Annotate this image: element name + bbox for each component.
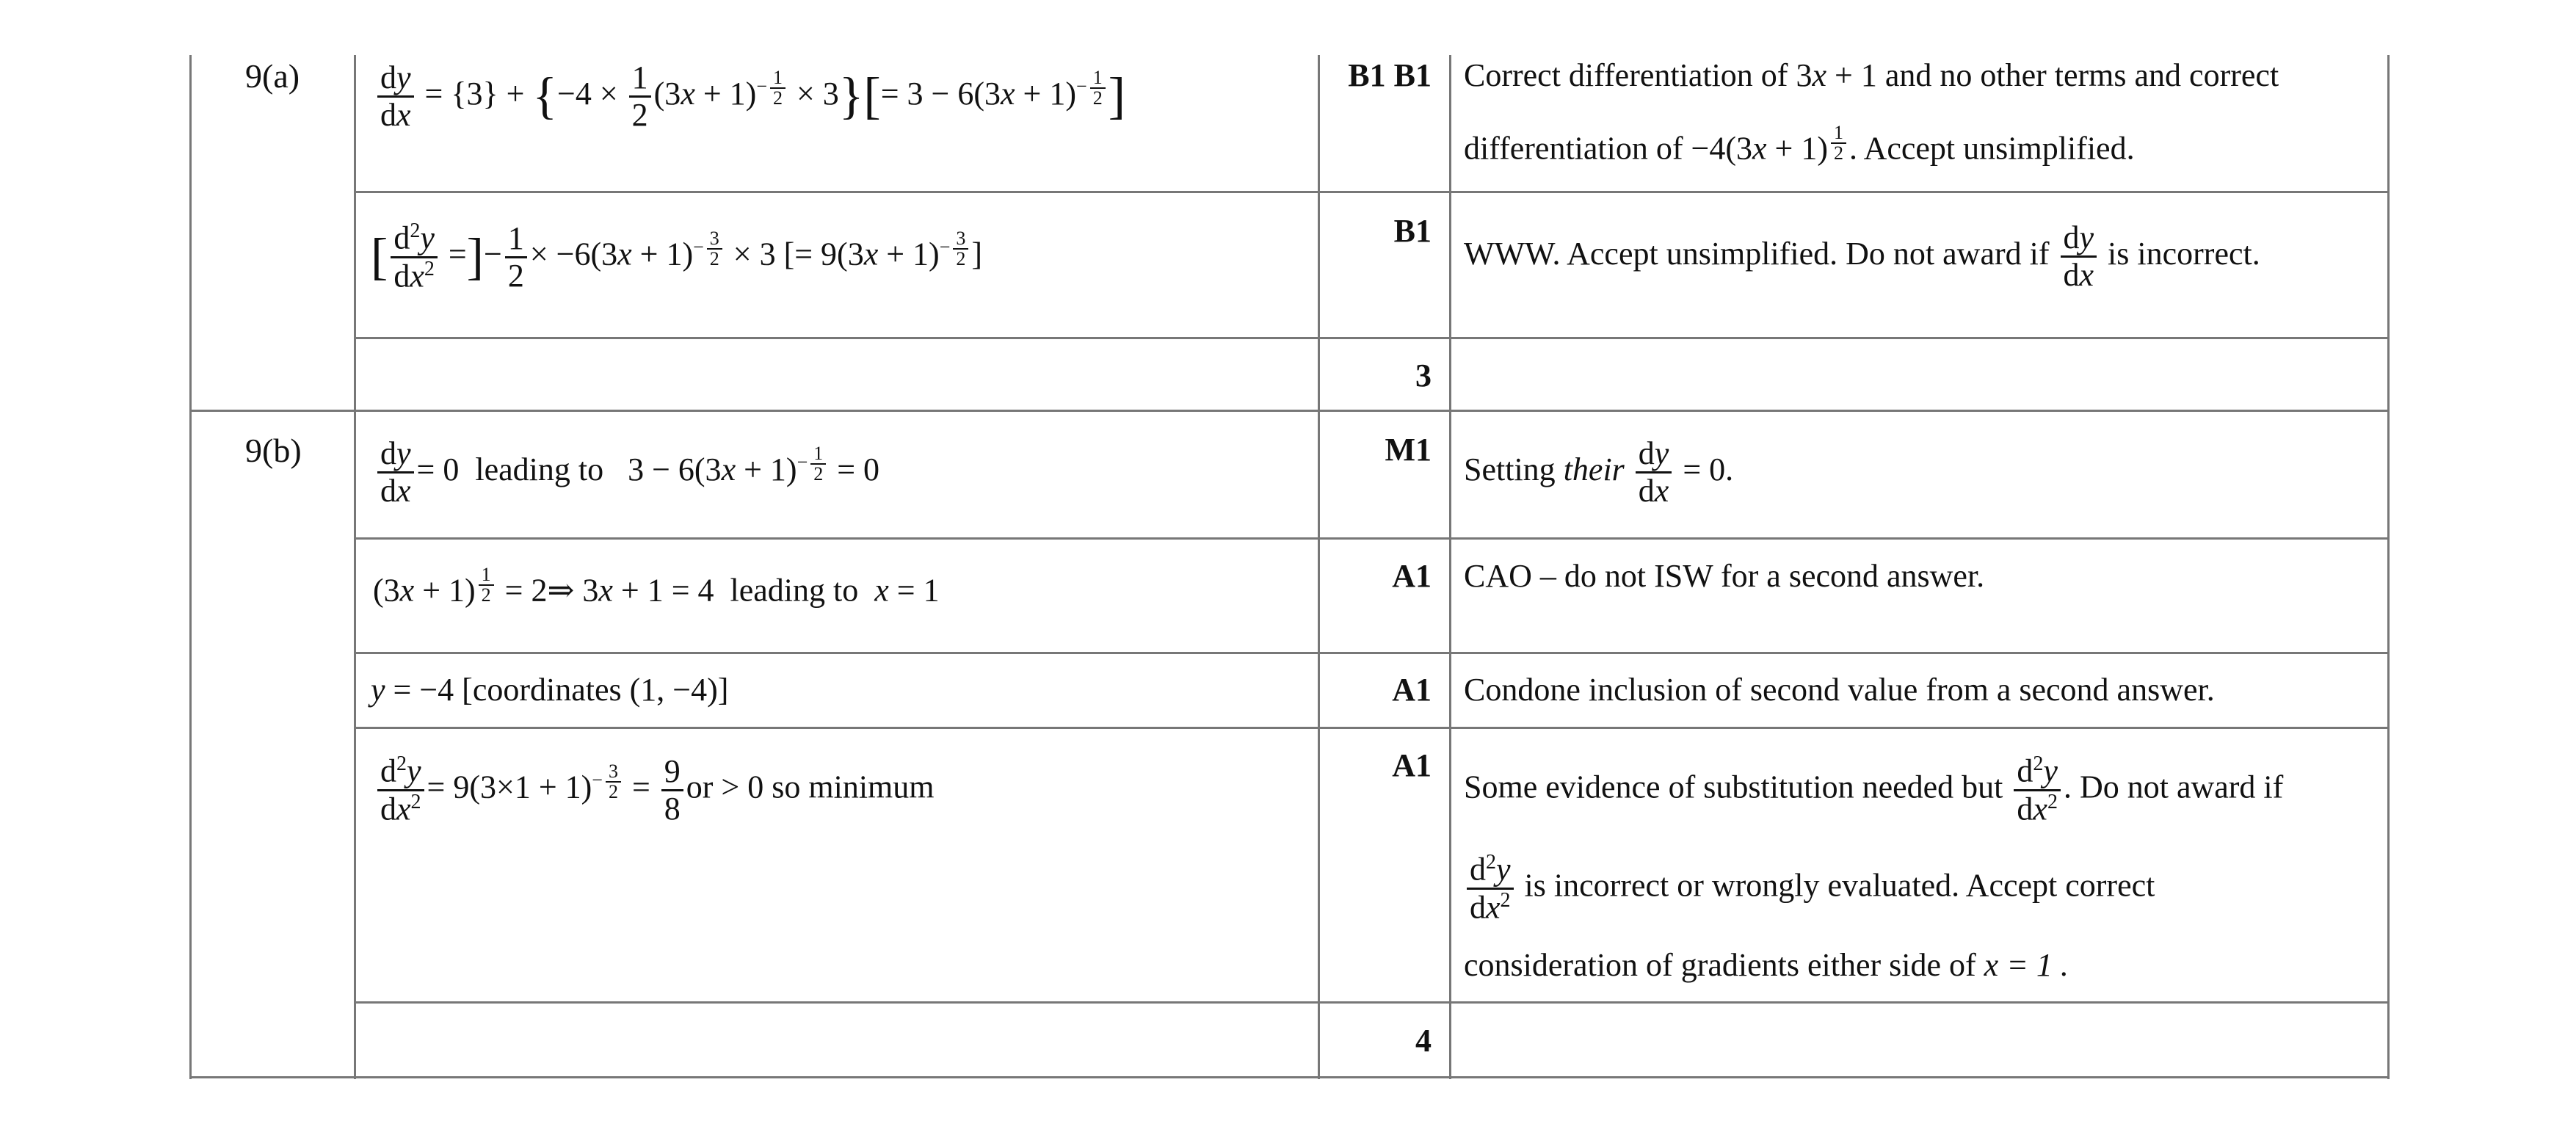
answer-9b-nature: $\frac{d^2y}{dx^2}$ = 9(3×1 + 1)− $\frac{3}{2}$ = $\frac{9}{8}$ or > 0 so minimum [374,753,935,827]
table-border-bottom [189,1076,2390,1078]
row-divider [354,191,2390,193]
question-number: 9(b) [245,432,302,469]
mark-code: A1 [1392,747,1432,783]
answer-9b-solve-x: (3x + 1) $\frac{1}{2}$ = 2⇒ 3x + 1 = 4 leading to x = 1 [373,564,940,609]
mark-code: A1 [1392,558,1432,594]
row-divider [354,1001,2390,1004]
guidance-text: Some evidence of substitution needed but $\frac{d^2y}{dx^2}$ . Do not award if [1464,752,2284,827]
answer-9b-y-value: y = −4 [coordinates (1, −4)] [371,672,729,708]
total-marks: 3 [1415,358,1432,393]
question-number: 9(a) [245,57,300,95]
guidance-text: CAO – do not ISW for a second answer. [1464,558,1985,594]
guidance-text: consideration of gradients either side of x = 1 . [1464,947,2069,983]
answer-9a-first-derivative: $\frac{dy}{dx}$ = {3} + {−4 × $\frac{1}{2}$ (3x + 1)− $\frac{1}{2}$ × 3}[= 3 − 6(3x + 1)− $\frac{1}{2}$ ] [374,60,1125,134]
mark-code: B1 [1393,213,1432,249]
table-border-left [189,55,192,1079]
row-divider [354,537,2390,540]
mark-code: B1 B1 [1348,57,1432,93]
answer-9a-second-derivative: [ $\frac{d^2y}{dx^2}$ =]− $\frac{1}{2}$ × −6(3x + 1)− $\frac{3}{2}$ × 3 [= 9(3x + 1)− $\frac{3}{2}$ ] [371,219,983,294]
mark-code: M1 [1385,432,1432,468]
guidance-text: Correct differentiation of 3x + 1 and no other terms and correct [1464,57,2279,93]
row-divider [354,337,2390,339]
row-divider-question [189,410,2390,412]
guidance-text: Condone inclusion of second value from a second answer. [1464,672,2215,708]
answer-9b-stationary-condition: $\frac{dy}{dx}$ = 0 leading to 3 − 6(3x + 1)− $\frac{1}{2}$ = 0 [374,436,879,509]
guidance-text: differentiation of −4(3x + 1) $\frac{1}{2}$ . Accept unsimplified. [1464,122,2135,167]
column-divider-answer [354,55,356,1079]
column-divider-guidance [1449,55,1451,1079]
column-divider-marks [1318,55,1320,1079]
row-divider [354,652,2390,654]
guidance-text: $\frac{d^2y}{dx^2}$ is incorrect or wrongly evaluated. Accept correct [1464,852,2155,926]
mark-code: A1 [1392,672,1432,708]
total-marks: 4 [1415,1023,1432,1059]
guidance-text: WWW. Accept unsimplified. Do not award if $\frac{dy}{dx}$ is incorrect. [1464,219,2260,294]
row-divider [354,727,2390,729]
guidance-text: Setting their $\frac{dy}{dx}$ = 0. [1464,435,1734,509]
table-border-right [2387,55,2390,1079]
